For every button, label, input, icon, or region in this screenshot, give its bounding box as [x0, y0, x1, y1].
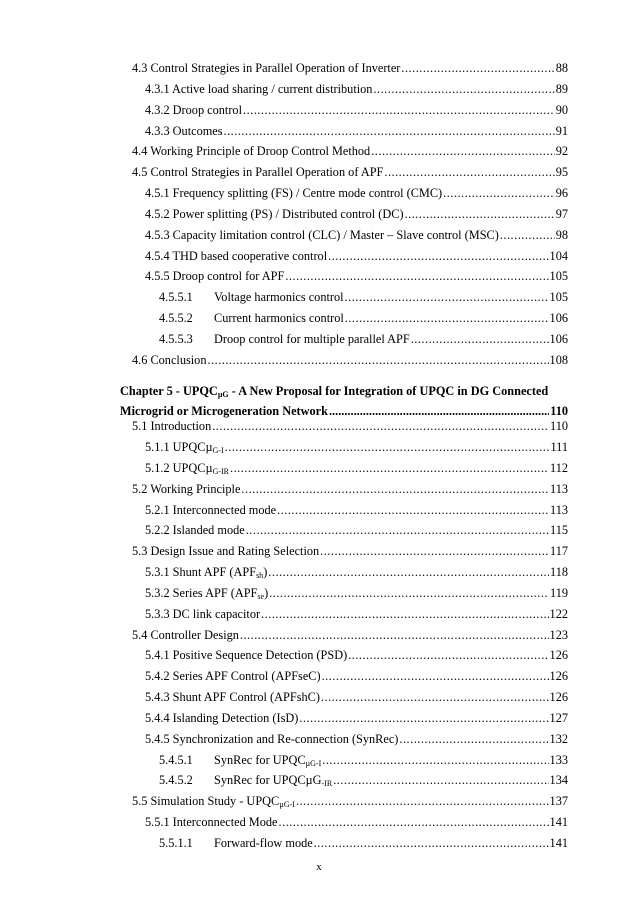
leader-dots — [277, 502, 549, 518]
leader-dots — [261, 606, 548, 622]
toc-label: 5.2.2 Islanded mode — [145, 523, 245, 537]
leader-dots — [246, 522, 549, 538]
toc-label: 5.4.2 Series APF Control (APFseC) — [145, 669, 321, 683]
leader-dots — [321, 689, 549, 705]
leader-dots — [345, 310, 549, 326]
toc-number: 5.4.5.1 — [159, 753, 193, 767]
toc-label: 5.2 Working Principle — [132, 482, 241, 496]
toc-entry-4-3-2[interactable] — [145, 102, 568, 118]
toc-page-number: 122 — [549, 607, 568, 621]
toc-page-number: 126 — [549, 669, 568, 683]
toc-entry-4-5-5-2[interactable] — [159, 310, 568, 326]
toc-page-number: 111 — [550, 440, 568, 454]
toc-label: 5.3.2 Series APF (APF — [145, 586, 258, 600]
leader-dots — [322, 668, 549, 684]
leader-dots — [322, 752, 548, 768]
toc-entry-4-4[interactable] — [132, 143, 568, 159]
toc-page-number: 133 — [549, 753, 568, 767]
toc-label: 4.5.3 Capacity limitation control (CLC) / Master – Slave control (MSC) — [145, 228, 499, 242]
leader-dots — [241, 481, 549, 497]
leader-dots — [207, 352, 548, 368]
toc-label: 4.3 Control Strategies in Parallel Operation of Inverter — [132, 61, 401, 75]
page-number-footer: x — [316, 861, 322, 873]
leader-dots — [314, 835, 549, 851]
toc-number: 4.5.5.2 — [159, 311, 193, 325]
toc-page-number: 115 — [550, 523, 568, 537]
toc-label: 4.5.5 Droop control for APF — [145, 269, 285, 283]
toc-label: 5.3.1 Shunt APF (APF — [145, 565, 257, 579]
toc-label: 4.4 Working Principle of Droop Control Method — [132, 144, 371, 158]
toc-page-number: 104 — [549, 249, 568, 263]
toc-entry-4-5-2[interactable] — [145, 206, 568, 222]
toc-subscript: se — [257, 592, 265, 601]
toc-subscript: -IR — [321, 779, 333, 788]
toc-subscript: µG-I — [305, 759, 322, 768]
toc-label: 4.5 Control Strategies in Parallel Operation of APF — [132, 165, 384, 179]
leader-dots — [268, 564, 549, 580]
toc-label-group — [159, 772, 332, 788]
toc-entry-5-3-2[interactable] — [145, 585, 568, 601]
toc-subscript: G-I — [212, 446, 224, 455]
toc-page-number: 106 — [549, 332, 568, 346]
leader-dots — [399, 731, 548, 747]
toc-page-number: 126 — [549, 648, 568, 662]
toc-page-number: 141 — [549, 815, 568, 829]
leader-dots — [371, 143, 554, 159]
leader-dots — [225, 439, 550, 455]
toc-entry-4-5-4[interactable] — [145, 248, 568, 264]
toc-label-group — [159, 835, 313, 851]
toc-label: 4.6 Conclusion — [132, 353, 207, 367]
toc-entry-4-5-3[interactable] — [145, 227, 568, 243]
toc-entry-5-2-1[interactable] — [145, 502, 568, 518]
toc-page-number: 97 — [555, 207, 568, 221]
toc-subscript: G-IR — [212, 467, 230, 476]
toc-page-number: 108 — [549, 353, 568, 367]
toc-label: 5.5.1 Interconnected Mode — [145, 815, 278, 829]
toc-page-number: 105 — [549, 290, 568, 304]
toc-entry-5-3-3[interactable] — [145, 606, 568, 622]
toc-label-group — [159, 752, 321, 768]
toc-entry-5-2-2[interactable] — [145, 522, 568, 538]
toc-label: 5.4.3 Shunt APF Control (APFshC) — [145, 690, 320, 704]
toc-page-number: 96 — [555, 186, 568, 200]
leader-dots — [443, 185, 555, 201]
toc-page-number: 118 — [550, 565, 568, 579]
toc-label: SynRec for UPQCµG — [214, 773, 322, 787]
toc-label: 5.4.5 Synchronization and Re-connection (SynRec) — [145, 732, 399, 746]
leader-dots — [224, 123, 555, 139]
toc-label: 5.4 Controller Design — [132, 628, 239, 642]
leader-dots — [401, 60, 554, 76]
leader-dots — [373, 81, 554, 97]
toc-page-number: 141 — [549, 836, 568, 850]
toc-page-number: 123 — [549, 628, 568, 642]
toc-page-number: 98 — [555, 228, 568, 242]
toc-label: 4.5.4 THD based cooperative control — [145, 249, 328, 263]
toc-page-number: 89 — [555, 82, 568, 96]
toc-page-number: 95 — [555, 165, 568, 179]
toc-entry-5-4-5-2[interactable] — [159, 772, 568, 788]
toc-label-group — [159, 310, 344, 326]
toc-entry-5-1-1[interactable] — [145, 439, 568, 455]
toc-entry-4-5-5[interactable] — [145, 268, 568, 284]
toc-label-after: ) — [264, 586, 269, 600]
leader-dots — [411, 331, 549, 347]
toc-page-number: 88 — [555, 61, 568, 75]
leader-dots — [384, 164, 554, 180]
toc-label: Droop control for multiple parallel APF — [214, 332, 410, 346]
leader-dots — [230, 460, 549, 476]
leader-dots — [328, 248, 548, 264]
toc-page-number: 113 — [550, 503, 568, 517]
chapter-title-rest: - A New Proposal for Integration of UPQC in DG Connected — [228, 384, 549, 398]
toc-label: 4.3.2 Droop control — [145, 103, 242, 117]
toc-entry-5-3-1[interactable] — [145, 564, 568, 580]
toc-number: 4.5.5.1 — [159, 290, 193, 304]
leader-dots — [296, 793, 549, 809]
leader-dots — [285, 268, 548, 284]
leader-dots — [240, 627, 549, 643]
toc-entry-4-5[interactable] — [132, 164, 568, 180]
toc-label: 5.5 Simulation Study - UPQC — [132, 794, 280, 808]
toc-page-number: 110 — [550, 404, 568, 418]
toc-page-number: 119 — [550, 586, 568, 600]
toc-page-number: 106 — [549, 311, 568, 325]
toc-label: 5.1.1 UPQCµ — [145, 440, 213, 454]
toc-label: 4.3.1 Active load sharing / current distribution — [145, 82, 373, 96]
toc-label: 4.5.2 Power splitting (PS) / Distributed control (DC) — [145, 207, 404, 221]
leader-dots — [279, 814, 549, 830]
toc-entry-5-4-5[interactable] — [145, 731, 568, 747]
toc-entry-5-4-5-1[interactable] — [159, 752, 568, 768]
toc-label: 5.4.4 Islanding Detection (IsD) — [145, 711, 299, 725]
toc-page-number: 134 — [549, 773, 568, 787]
toc-entry-5-1-2[interactable] — [145, 460, 568, 476]
toc-label: 5.1 Introduction — [132, 419, 212, 433]
toc-page-number: 90 — [555, 103, 568, 117]
toc-entry-5-4[interactable] — [132, 627, 568, 643]
toc-label-group — [145, 585, 268, 601]
toc-page-number: 113 — [550, 482, 568, 496]
toc-label-group — [145, 564, 267, 580]
toc-number: 4.5.5.3 — [159, 332, 193, 346]
toc-entry-4-3-3[interactable] — [145, 123, 568, 139]
toc-page-number: 117 — [550, 544, 568, 558]
toc-entry-4-5-1[interactable] — [145, 185, 568, 201]
toc-entry-4-5-5-1[interactable] — [159, 289, 568, 305]
toc-page-number: 126 — [549, 690, 568, 704]
toc-label-group — [145, 439, 224, 455]
toc-page-number: 137 — [549, 794, 568, 808]
leader-dots — [405, 206, 555, 222]
toc-entry-5-4-2[interactable] — [145, 668, 568, 684]
toc-label: 5.3 Design Issue and Rating Selection — [132, 544, 320, 558]
toc-entry-5-5-1-1[interactable] — [159, 835, 568, 851]
toc-label-after: ) — [263, 565, 268, 579]
toc-label: Current harmonics control — [214, 311, 344, 325]
leader-dots — [269, 585, 549, 601]
toc-entry-5-2[interactable] — [132, 481, 568, 497]
toc-entry-5-5[interactable] — [132, 793, 568, 809]
toc-label-group — [159, 289, 344, 305]
toc-entry-5-4-1[interactable] — [145, 647, 568, 663]
leader-dots — [299, 710, 548, 726]
toc-label: Voltage harmonics control — [214, 290, 344, 304]
toc-page-number: 132 — [549, 732, 568, 746]
leader-dots — [333, 772, 548, 788]
toc-number: 5.4.5.2 — [159, 773, 193, 787]
toc-chapter-5[interactable] — [120, 381, 568, 421]
toc-entry-4-3-1[interactable] — [145, 81, 568, 97]
toc-page-number: 92 — [555, 144, 568, 158]
toc-label-group — [132, 793, 295, 809]
chapter-title-cont: Microgrid or Microgeneration Network — [120, 404, 328, 418]
toc-entry-5-1[interactable] — [132, 418, 568, 434]
toc-page-number: 127 — [549, 711, 568, 725]
toc-subscript: µG-I — [279, 800, 295, 809]
toc-label: 5.2.1 Interconnected mode — [145, 503, 277, 517]
toc-label: 4.3.3 Outcomes — [145, 124, 223, 138]
toc-page-number: 110 — [550, 419, 568, 433]
toc-entry-5-4-4[interactable] — [145, 710, 568, 726]
leader-dots — [320, 543, 549, 559]
leader-dots — [243, 102, 555, 118]
toc-page-number: 105 — [549, 269, 568, 283]
chapter-subscript: µG — [217, 390, 229, 399]
toc-label: 5.1.2 UPQCµ — [145, 461, 213, 475]
leader-dots — [500, 227, 555, 243]
toc-subscript: sh — [256, 571, 264, 580]
toc-label-group — [145, 460, 229, 476]
toc-label: 5.4.1 Positive Sequence Detection (PSD) — [145, 648, 348, 662]
toc-entry-4-6[interactable] — [132, 352, 568, 368]
toc-entry-4-5-5-3[interactable] — [159, 331, 568, 347]
toc-number: 5.5.1.1 — [159, 836, 193, 850]
leader-dots — [345, 289, 549, 305]
leader-dots — [348, 647, 548, 663]
toc-page-number: 91 — [555, 124, 568, 138]
chapter-prefix: Chapter 5 - UPQC — [120, 384, 218, 398]
chapter-title-line1 — [120, 381, 568, 401]
toc-entry-5-5-1[interactable] — [145, 814, 568, 830]
toc-page-number: 112 — [550, 461, 568, 475]
toc-label: SynRec for UPQC — [214, 753, 306, 767]
toc-entry-5-4-3[interactable] — [145, 689, 568, 705]
toc-label: 5.3.3 DC link capacitor — [145, 607, 261, 621]
toc-label: Forward-flow mode — [214, 836, 313, 850]
toc-entry-5-3[interactable] — [132, 543, 568, 559]
toc-label: 4.5.1 Frequency splitting (FS) / Centre mode control (CMC) — [145, 186, 443, 200]
toc-entry-4-3[interactable] — [132, 60, 568, 76]
leader-dots — [212, 418, 549, 434]
toc-label-group — [159, 331, 410, 347]
